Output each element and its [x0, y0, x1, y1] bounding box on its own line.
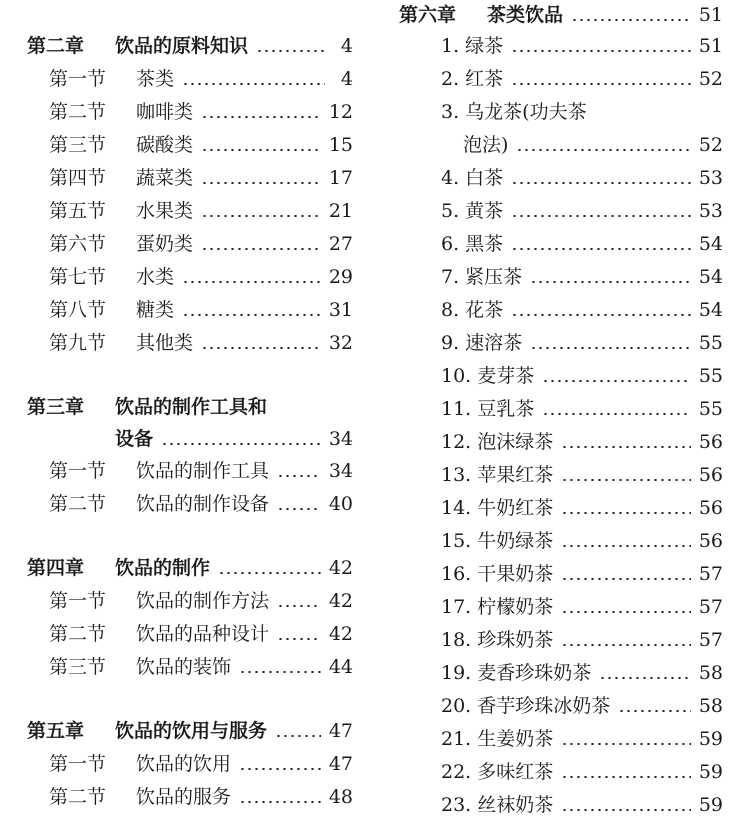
page-number: 48	[328, 786, 353, 808]
toc-item-row[interactable]	[441, 262, 723, 292]
toc-item-row[interactable]	[441, 295, 723, 325]
section-number: 第二节	[49, 786, 107, 808]
page-number: 17	[328, 167, 353, 189]
page-number: 57	[698, 596, 723, 618]
toc-item-row[interactable]	[441, 691, 723, 721]
toc-section-row[interactable]	[49, 295, 353, 325]
dot-leader	[182, 314, 321, 316]
dot-leader	[201, 215, 321, 217]
item-title: 9. 速溶茶	[441, 332, 523, 354]
page-number: 54	[698, 266, 723, 288]
toc-section-row[interactable]	[49, 64, 353, 94]
toc-section-row[interactable]	[49, 262, 353, 292]
page-number: 56	[698, 431, 723, 453]
item-title: 12. 泡沫绿茶	[441, 431, 554, 453]
item-title: 5. 黄茶	[441, 200, 504, 222]
section-title: 饮品的装饰	[136, 656, 232, 678]
dot-leader	[516, 149, 690, 151]
dot-leader	[530, 347, 691, 349]
dot-leader	[511, 215, 691, 217]
toc-item-row[interactable]	[441, 460, 723, 490]
page-number: 44	[328, 656, 353, 678]
toc-item-row[interactable]	[441, 229, 723, 259]
toc-item-row[interactable]	[441, 64, 723, 94]
page-number: 56	[698, 497, 723, 519]
toc-section-row[interactable]	[49, 782, 353, 812]
toc-item-row[interactable]	[441, 493, 723, 523]
toc-section-row[interactable]	[49, 619, 353, 649]
item-title: 14. 牛奶红茶	[441, 497, 554, 519]
item-title: 3. 乌龙茶(功夫茶	[441, 101, 587, 123]
section-number: 第二节	[49, 493, 107, 515]
toc-section-row[interactable]	[49, 130, 353, 160]
section-title: 饮品的服务	[136, 786, 232, 808]
toc-item-row[interactable]	[441, 163, 723, 193]
dot-leader	[275, 735, 321, 737]
item-title: 6. 黑茶	[441, 233, 504, 255]
page-number: 32	[328, 332, 353, 354]
item-title: 16. 干果奶茶	[441, 563, 554, 585]
toc-item-row[interactable]	[441, 625, 723, 655]
toc-item-row[interactable]	[441, 658, 723, 688]
section-number: 第一节	[49, 460, 107, 482]
section-number: 第一节	[49, 68, 107, 90]
page-number: 21	[328, 200, 353, 222]
toc-item-row[interactable]	[441, 196, 723, 226]
section-number: 第四节	[49, 167, 107, 189]
dot-leader	[161, 443, 321, 445]
dot-leader	[239, 671, 321, 673]
toc-section-row[interactable]	[49, 196, 353, 226]
section-number: 第一节	[49, 590, 107, 612]
toc-item-row[interactable]	[441, 592, 723, 622]
section-title: 水类	[136, 266, 175, 288]
page-number: 54	[698, 299, 723, 321]
item-title: 1. 绿茶	[441, 35, 504, 57]
page-number: 42	[328, 623, 353, 645]
dot-leader	[277, 475, 321, 477]
chapter-number: 第三章	[27, 396, 85, 418]
item-title: 19. 麦香珍珠奶茶	[441, 662, 592, 684]
dot-leader	[561, 644, 691, 646]
page-number: 55	[698, 398, 723, 420]
section-title: 水果类	[136, 200, 194, 222]
toc-item-row[interactable]	[441, 328, 723, 358]
dot-leader	[256, 50, 325, 52]
dot-leader	[277, 638, 321, 640]
page-number: 34	[328, 460, 353, 482]
page-number: 59	[698, 728, 723, 750]
toc-section-row[interactable]	[49, 163, 353, 193]
item-title: 15. 牛奶绿茶	[441, 530, 554, 552]
dot-leader	[511, 182, 691, 184]
dot-leader	[561, 512, 691, 514]
dot-leader	[239, 801, 321, 803]
page-number: 40	[328, 493, 353, 515]
item-title: 11. 豆乳茶	[441, 398, 535, 420]
item-title: 泡法)	[463, 134, 509, 156]
dot-leader	[542, 380, 691, 382]
page-number: 29	[328, 266, 353, 288]
page-number: 47	[328, 753, 353, 775]
toc-chapter-row[interactable]	[399, 0, 723, 30]
section-number: 第九节	[49, 332, 107, 354]
dot-leader	[511, 50, 691, 52]
item-title: 2. 红茶	[441, 68, 504, 90]
toc-item-row[interactable]	[463, 130, 723, 160]
toc-item-row[interactable]	[441, 757, 723, 787]
page-number: 58	[698, 662, 723, 684]
page-number: 34	[328, 428, 353, 450]
toc-section-row[interactable]	[49, 456, 353, 486]
dot-leader	[239, 768, 321, 770]
chapter-title: 饮品的原料知识	[115, 35, 249, 57]
item-title: 7. 紧压茶	[441, 266, 523, 288]
toc-item-row[interactable]	[441, 361, 723, 391]
section-number: 第二节	[49, 101, 107, 123]
item-title: 17. 柠檬奶茶	[441, 596, 554, 618]
page-number: 31	[328, 299, 353, 321]
toc-item-row[interactable]	[441, 526, 723, 556]
section-number: 第六节	[49, 233, 107, 255]
dot-leader	[561, 776, 691, 778]
dot-leader	[218, 572, 321, 574]
dot-leader	[277, 508, 321, 510]
section-title: 饮品的品种设计	[136, 623, 270, 645]
toc-section-row[interactable]	[49, 97, 353, 127]
chapter-title: 饮品的制作	[115, 557, 211, 579]
page-number: 4	[340, 35, 353, 57]
chapter-title: 茶类饮品	[487, 4, 564, 26]
page-number: 51	[698, 35, 723, 57]
section-title: 碳酸类	[136, 134, 194, 156]
item-title: 18. 珍珠奶茶	[441, 629, 554, 651]
section-number: 第三节	[49, 134, 107, 156]
section-number: 第八节	[49, 299, 107, 321]
dot-leader	[201, 248, 321, 250]
page-number: 56	[698, 464, 723, 486]
page-number: 47	[328, 720, 353, 742]
dot-leader	[511, 314, 691, 316]
section-number: 第五节	[49, 200, 107, 222]
dot-leader	[511, 248, 691, 250]
page-number: 12	[328, 101, 353, 123]
section-title: 茶类	[136, 68, 175, 90]
dot-leader	[599, 677, 691, 679]
item-title: 20. 香芋珍珠冰奶茶	[441, 695, 611, 717]
chapter-title: 饮品的制作工具和	[115, 396, 268, 418]
page-number: 52	[698, 134, 723, 156]
toc-section-row[interactable]	[49, 489, 353, 519]
dot-leader	[618, 710, 691, 712]
dot-leader	[561, 446, 691, 448]
section-number: 第三节	[49, 656, 107, 678]
item-title: 21. 生姜奶茶	[441, 728, 554, 750]
toc-item-row[interactable]	[441, 790, 723, 820]
dot-leader	[542, 413, 691, 415]
toc-chapter-row[interactable]	[27, 716, 353, 746]
chapter-number: 第五章	[27, 720, 85, 742]
toc-section-row[interactable]	[49, 749, 353, 779]
page-number: 59	[698, 761, 723, 783]
section-number: 第一节	[49, 753, 107, 775]
page-number: 57	[698, 629, 723, 651]
toc-section-row[interactable]	[49, 328, 353, 358]
page-number: 53	[698, 200, 723, 222]
dot-leader	[201, 116, 321, 118]
section-title: 饮品的制作设备	[136, 493, 270, 515]
item-title: 10. 麦芽茶	[441, 365, 535, 387]
dot-leader	[277, 605, 321, 607]
toc-item-row[interactable]	[441, 394, 723, 424]
dot-leader	[571, 19, 691, 21]
toc-chapter-row[interactable]	[115, 424, 353, 454]
dot-leader	[561, 809, 691, 811]
chapter-number: 第二章	[27, 35, 85, 57]
item-title: 4. 白茶	[441, 167, 504, 189]
dot-leader	[561, 743, 691, 745]
section-title: 其他类	[136, 332, 194, 354]
page-number: 52	[698, 68, 723, 90]
toc-item-row[interactable]	[441, 724, 723, 754]
page-number: 55	[698, 365, 723, 387]
page-number: 42	[328, 590, 353, 612]
dot-leader	[201, 149, 321, 151]
page-number: 56	[698, 530, 723, 552]
dot-leader	[511, 83, 691, 85]
item-title: 13. 苹果红茶	[441, 464, 554, 486]
toc-item-row[interactable]	[441, 31, 723, 61]
item-title: 8. 花茶	[441, 299, 504, 321]
page-number: 57	[698, 563, 723, 585]
page-number: 54	[698, 233, 723, 255]
section-number: 第二节	[49, 623, 107, 645]
dot-leader	[561, 578, 691, 580]
section-title: 咖啡类	[136, 101, 194, 123]
page-number: 51	[698, 4, 723, 26]
dot-leader	[182, 83, 325, 85]
dot-leader	[530, 281, 691, 283]
page-number: 15	[328, 134, 353, 156]
toc-section-row[interactable]	[49, 652, 353, 682]
page-number: 59	[698, 794, 723, 816]
chapter-number: 第四章	[27, 557, 85, 579]
page-number: 58	[698, 695, 723, 717]
section-number: 第七节	[49, 266, 107, 288]
section-title: 饮品的制作工具	[136, 460, 270, 482]
page-number: 4	[340, 68, 353, 90]
chapter-title-continued: 设备	[115, 428, 154, 450]
toc-section-row[interactable]	[49, 229, 353, 259]
dot-leader	[561, 545, 691, 547]
chapter-number: 第六章	[399, 4, 457, 26]
toc-chapter-row[interactable]	[27, 31, 353, 61]
toc-section-row[interactable]	[49, 586, 353, 616]
dot-leader	[561, 611, 691, 613]
section-title: 饮品的制作方法	[136, 590, 270, 612]
page-number: 27	[328, 233, 353, 255]
page-number: 55	[698, 332, 723, 354]
page-number: 42	[328, 557, 353, 579]
section-title: 蛋奶类	[136, 233, 194, 255]
dot-leader	[201, 347, 321, 349]
dot-leader	[201, 182, 321, 184]
toc-item-row[interactable]	[441, 97, 723, 127]
dot-leader	[182, 281, 321, 283]
chapter-title: 饮品的饮用与服务	[115, 720, 268, 742]
section-title: 糖类	[136, 299, 175, 321]
toc-item-row[interactable]	[441, 427, 723, 457]
section-title: 饮品的饮用	[136, 753, 232, 775]
item-title: 23. 丝袜奶茶	[441, 794, 554, 816]
item-title: 22. 多味红茶	[441, 761, 554, 783]
toc-item-row[interactable]	[441, 559, 723, 589]
toc-chapter-row[interactable]	[27, 392, 353, 422]
dot-leader	[561, 479, 691, 481]
page-number: 53	[698, 167, 723, 189]
section-title: 蔬菜类	[136, 167, 194, 189]
toc-chapter-row[interactable]	[27, 553, 353, 583]
